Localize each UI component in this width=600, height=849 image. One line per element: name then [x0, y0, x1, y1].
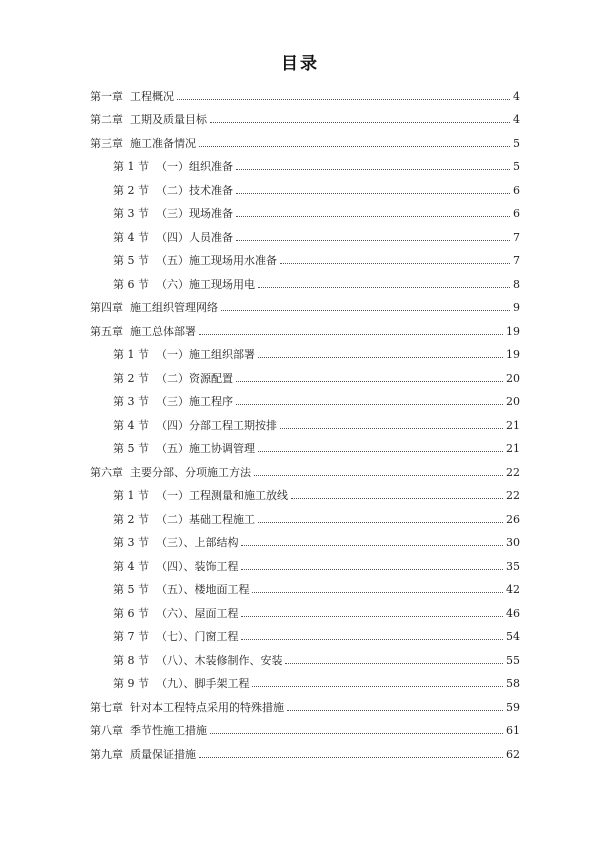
toc-section-entry[interactable]	[90, 597, 520, 621]
dot-leader	[221, 310, 510, 311]
toc-entry-label: 第 2 节 （二）技术准备	[113, 183, 233, 197]
toc-page-number: 46	[506, 606, 520, 620]
toc-page-number: 62	[506, 747, 520, 761]
dot-leader	[280, 428, 503, 429]
toc-page-number: 7	[513, 254, 520, 267]
toc-entry-label: 第五章 施工总体部署	[90, 324, 196, 338]
dot-leader	[236, 240, 510, 241]
toc-page-number: 59	[506, 700, 520, 714]
toc-page-number: 4	[513, 113, 520, 126]
toc-entry-label: 第 7 节 （七）、门窗工程	[113, 630, 239, 643]
toc-chapter-entry[interactable]	[90, 292, 520, 316]
dot-leader	[236, 169, 510, 170]
dot-leader	[258, 287, 510, 288]
toc-entry-label: 第 5 节 （五）、楼地面工程	[113, 583, 250, 596]
toc-section-entry[interactable]	[90, 386, 520, 410]
dot-leader	[254, 475, 503, 476]
toc-entry-label: 第 9 节 （九）、脚手架工程	[113, 677, 250, 690]
toc-page-number: 8	[513, 277, 520, 291]
toc-page-number: 5	[513, 160, 520, 173]
toc-entry-label: 第 8 节 （八）、木装修制作、安装	[113, 653, 283, 667]
toc-page-number: 54	[506, 630, 520, 643]
toc-section-entry[interactable]	[90, 221, 520, 245]
toc-entry-label: 第 6 节 （六）、屋面工程	[113, 606, 239, 620]
toc-section-entry[interactable]	[90, 174, 520, 198]
toc-chapter-entry[interactable]	[90, 456, 520, 480]
dot-leader	[210, 733, 503, 734]
toc-section-entry[interactable]	[90, 574, 520, 598]
dot-leader	[285, 663, 503, 664]
toc-section-entry[interactable]	[90, 409, 520, 433]
toc-chapter-entry[interactable]	[90, 127, 520, 151]
toc-chapter-entry[interactable]	[90, 738, 520, 762]
toc-page-number: 35	[506, 559, 520, 573]
toc-entry-label: 第一章 工程概况	[90, 89, 174, 103]
toc-entry-label: 第 4 节 （四）、装饰工程	[113, 559, 239, 573]
toc-page-number: 21	[506, 418, 520, 432]
toc-page-number: 42	[506, 583, 520, 596]
dot-leader	[280, 263, 510, 264]
toc-entry-label: 第 1 节 （一）工程测量和施工放线	[113, 489, 288, 502]
toc-section-entry[interactable]	[90, 268, 520, 292]
dot-leader	[236, 216, 510, 217]
dot-leader	[236, 193, 510, 194]
dot-leader	[236, 381, 503, 382]
dot-leader	[258, 522, 503, 523]
dot-leader	[199, 757, 503, 758]
toc-entry-label: 第 3 节 （三）现场准备	[113, 207, 233, 220]
toc-page-number: 20	[506, 371, 520, 385]
toc-section-entry[interactable]	[90, 151, 520, 175]
toc-entry-label: 第二章 工期及质量目标	[90, 113, 207, 126]
dot-leader	[241, 545, 503, 546]
toc-entry-label: 第 1 节 （一）施工组织部署	[113, 348, 255, 361]
toc-entry-label: 第 2 节 （二）资源配置	[113, 371, 233, 385]
dot-leader	[291, 498, 503, 499]
toc-chapter-entry[interactable]	[90, 80, 520, 104]
toc-chapter-entry[interactable]	[90, 691, 520, 715]
toc-section-entry[interactable]	[90, 527, 520, 551]
dot-leader	[199, 146, 510, 147]
toc-entry-label: 第 1 节 （一）组织准备	[113, 160, 233, 173]
dot-leader	[177, 99, 510, 100]
page-title: 目录	[281, 54, 319, 74]
toc-entry-label: 第 2 节 （二）基础工程施工	[113, 512, 255, 526]
dot-leader	[210, 122, 510, 123]
toc-section-entry[interactable]	[90, 433, 520, 457]
toc-page-number: 22	[506, 465, 520, 479]
toc-section-entry[interactable]	[90, 621, 520, 645]
toc-page-number: 7	[513, 230, 520, 244]
toc-page-number: 4	[513, 89, 520, 103]
dot-leader	[258, 451, 503, 452]
toc-page-number: 20	[506, 395, 520, 408]
toc-entry-label: 第九章 质量保证措施	[90, 747, 196, 761]
toc-page-number: 6	[513, 183, 520, 197]
toc-entry-label: 第 4 节 （四）人员准备	[113, 230, 233, 244]
toc-section-entry[interactable]	[90, 668, 520, 692]
toc-section-entry[interactable]	[90, 503, 520, 527]
dot-leader	[252, 686, 503, 687]
dot-leader	[241, 639, 503, 640]
toc-entry-label: 第 5 节 （五）施工现场用水准备	[113, 254, 277, 267]
toc-entry-label: 第 5 节 （五）施工协调管理	[113, 442, 255, 455]
toc-entry-label: 第 3 节 （三）施工程序	[113, 395, 233, 408]
toc-entry-label: 第三章 施工准备情况	[90, 136, 196, 150]
toc-page-number: 26	[506, 512, 520, 526]
toc-page-number: 21	[506, 442, 520, 455]
dot-leader	[252, 592, 503, 593]
toc-entry-label: 第八章 季节性施工措施	[90, 724, 207, 737]
toc-entry-label: 第 4 节 （四）分部工程工期按排	[113, 418, 277, 432]
toc-section-entry[interactable]	[90, 480, 520, 504]
dot-leader	[241, 569, 503, 570]
toc-page-number: 19	[506, 324, 520, 338]
dot-leader	[258, 357, 503, 358]
dot-leader	[199, 334, 503, 335]
toc-page-number: 19	[506, 348, 520, 361]
toc-entry-label: 第七章 针对本工程特点采用的特殊措施	[90, 700, 284, 714]
toc-page-number: 6	[513, 207, 520, 220]
toc-page-number: 9	[513, 301, 520, 314]
toc-page-number: 5	[513, 136, 520, 150]
toc-page-number: 61	[506, 724, 520, 737]
toc-entry-label: 第 6 节 （六）施工现场用电	[113, 277, 255, 291]
toc-chapter-entry[interactable]	[90, 715, 520, 739]
toc-page-number: 30	[506, 536, 520, 549]
dot-leader	[241, 616, 503, 617]
toc-section-entry[interactable]	[90, 339, 520, 363]
toc-entry-label: 第六章 主要分部、分项施工方法	[90, 465, 251, 479]
toc-page-number: 22	[506, 489, 520, 502]
toc-page-number: 55	[506, 653, 520, 667]
dot-leader	[236, 404, 503, 405]
dot-leader	[287, 710, 503, 711]
toc-section-entry[interactable]	[90, 550, 520, 574]
toc-section-entry[interactable]	[90, 245, 520, 269]
toc-entry-label: 第四章 施工组织管理网络	[90, 301, 218, 314]
toc-entry-label: 第 3 节 （三）、上部结构	[113, 536, 239, 549]
table-of-contents	[90, 80, 520, 762]
toc-section-entry[interactable]	[90, 644, 520, 668]
toc-section-entry[interactable]	[90, 362, 520, 386]
toc-chapter-entry[interactable]	[90, 104, 520, 128]
toc-page-number: 58	[506, 677, 520, 690]
toc-section-entry[interactable]	[90, 198, 520, 222]
toc-chapter-entry[interactable]	[90, 315, 520, 339]
